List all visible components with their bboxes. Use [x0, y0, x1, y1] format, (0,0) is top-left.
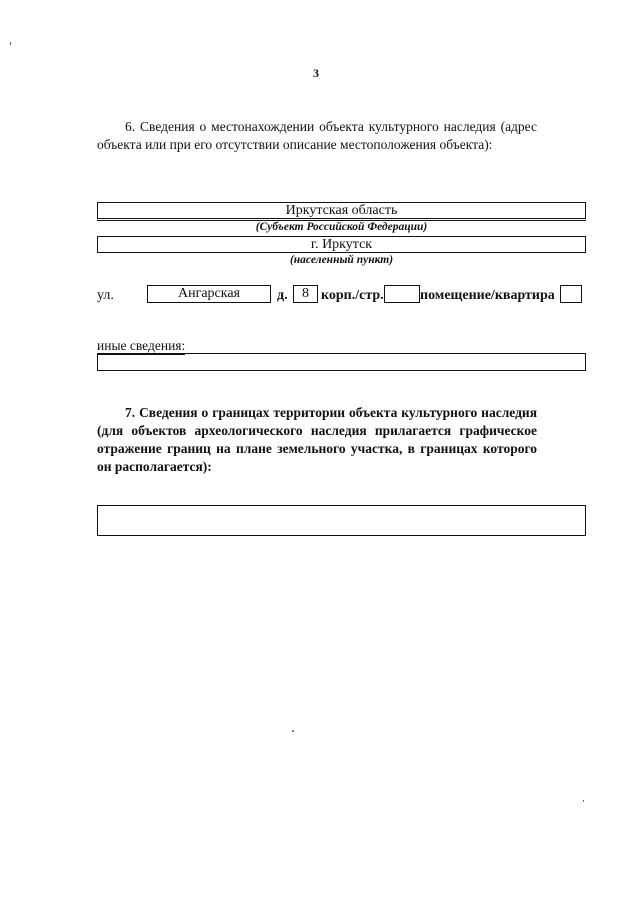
other-info-field[interactable]	[97, 353, 586, 371]
house-value: 8	[302, 286, 309, 301]
section-6-number: 6.	[125, 119, 136, 134]
scan-speck	[292, 730, 294, 732]
locality-caption: (населенный пункт)	[289, 254, 394, 266]
section-7-paragraph	[97, 404, 537, 476]
building-label: корп./стр.	[321, 288, 384, 303]
section-7-text: Сведения о границах территории объекта культурного наследия (для объектов археологического наследия прилагается графическое отражение границ на плане земельного участка, в границах которого он располагается):	[97, 405, 537, 474]
room-field[interactable]	[560, 285, 582, 303]
room-label: помещение/квартира	[420, 288, 555, 303]
street-label: ул.	[97, 288, 114, 303]
page-number: 3	[313, 66, 319, 80]
scan-speck	[10, 42, 11, 45]
locality-value: г. Иркутск	[310, 237, 373, 252]
section-6-text: Сведения о местонахождении объекта культурного наследия (адрес объекта или при его отсутствии описание местоположения объекта):	[97, 119, 537, 152]
street-value: Ангарская	[177, 286, 240, 301]
house-label: д.	[277, 288, 288, 303]
locality-field[interactable]	[97, 236, 586, 253]
territory-boundaries-field[interactable]	[97, 505, 586, 536]
street-field[interactable]	[147, 285, 271, 303]
region-caption: (Субъект Российской Федерации)	[255, 221, 428, 233]
other-info-label: иные сведения:	[97, 338, 186, 353]
scan-speck	[583, 800, 584, 802]
section-6-paragraph	[97, 118, 537, 154]
house-field[interactable]	[293, 285, 318, 303]
section-7-number: 7.	[125, 405, 136, 420]
region-value: Иркутская область	[285, 203, 398, 218]
building-field[interactable]	[384, 285, 420, 303]
region-field[interactable]	[97, 202, 586, 219]
